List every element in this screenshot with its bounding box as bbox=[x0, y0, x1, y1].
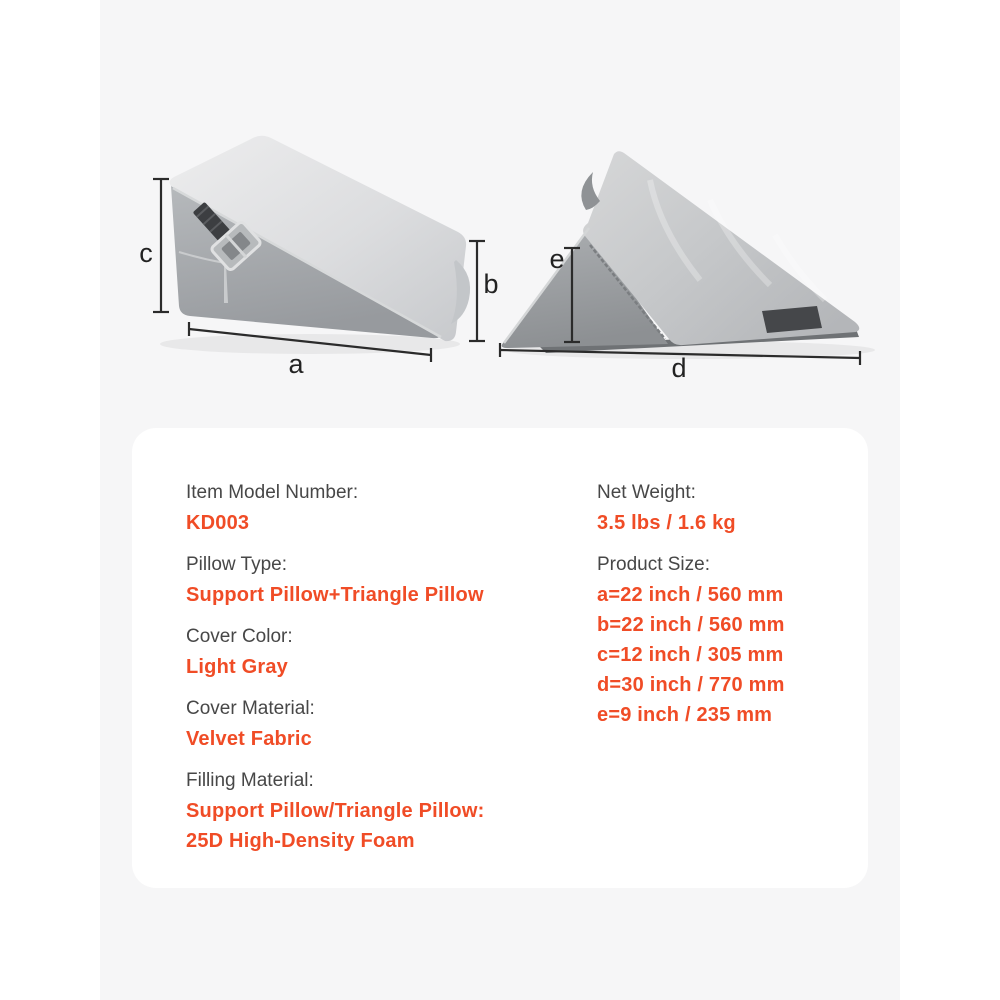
dimension-label-c: c bbox=[139, 238, 153, 268]
spec-group bbox=[186, 550, 581, 610]
dimension-line-c bbox=[153, 179, 169, 312]
spec-value: a=22 inch / 560 mm bbox=[597, 584, 784, 606]
spec-group bbox=[186, 622, 581, 682]
spec-value: c=12 inch / 305 mm bbox=[597, 644, 784, 666]
dimension-label-d: d bbox=[671, 353, 687, 383]
spec-value: Support Pillow/Triangle Pillow: bbox=[186, 800, 485, 822]
spec-value: e=9 inch / 235 mm bbox=[597, 704, 773, 726]
spec-value: Velvet Fabric bbox=[186, 728, 312, 750]
spec-value: Light Gray bbox=[186, 656, 289, 678]
spec-value: b=22 inch / 560 mm bbox=[597, 614, 785, 636]
spec-card bbox=[132, 428, 868, 888]
spec-label: Net Weight: bbox=[597, 482, 696, 503]
spec-group bbox=[597, 550, 862, 730]
dimension-label-b: b bbox=[483, 269, 499, 299]
spec-column-left bbox=[186, 478, 581, 868]
spec-group bbox=[186, 478, 581, 538]
spec-label: Product Size: bbox=[597, 554, 710, 575]
spec-value: 3.5 lbs / 1.6 kg bbox=[597, 512, 736, 534]
spec-label: Item Model Number: bbox=[186, 482, 359, 503]
spec-column-right bbox=[597, 478, 862, 742]
spec-value: Support Pillow+Triangle Pillow bbox=[186, 584, 484, 606]
spec-label: Cover Color: bbox=[186, 626, 293, 647]
spec-value: 25D High-Density Foam bbox=[186, 830, 415, 852]
dimension-label-a: a bbox=[288, 349, 304, 379]
dimension-label-e: e bbox=[549, 244, 565, 274]
spec-group bbox=[186, 694, 581, 754]
support-pillow-shadow bbox=[160, 334, 460, 354]
spec-value: KD003 bbox=[186, 512, 250, 534]
spec-label: Pillow Type: bbox=[186, 554, 288, 575]
support-pillow-illustration bbox=[160, 136, 470, 354]
spec-label: Filling Material: bbox=[186, 770, 314, 791]
spec-group bbox=[186, 766, 581, 856]
dimension-diagram bbox=[0, 0, 1000, 420]
spec-label: Cover Material: bbox=[186, 698, 315, 719]
spec-value: d=30 inch / 770 mm bbox=[597, 674, 785, 696]
spec-group bbox=[597, 478, 862, 538]
